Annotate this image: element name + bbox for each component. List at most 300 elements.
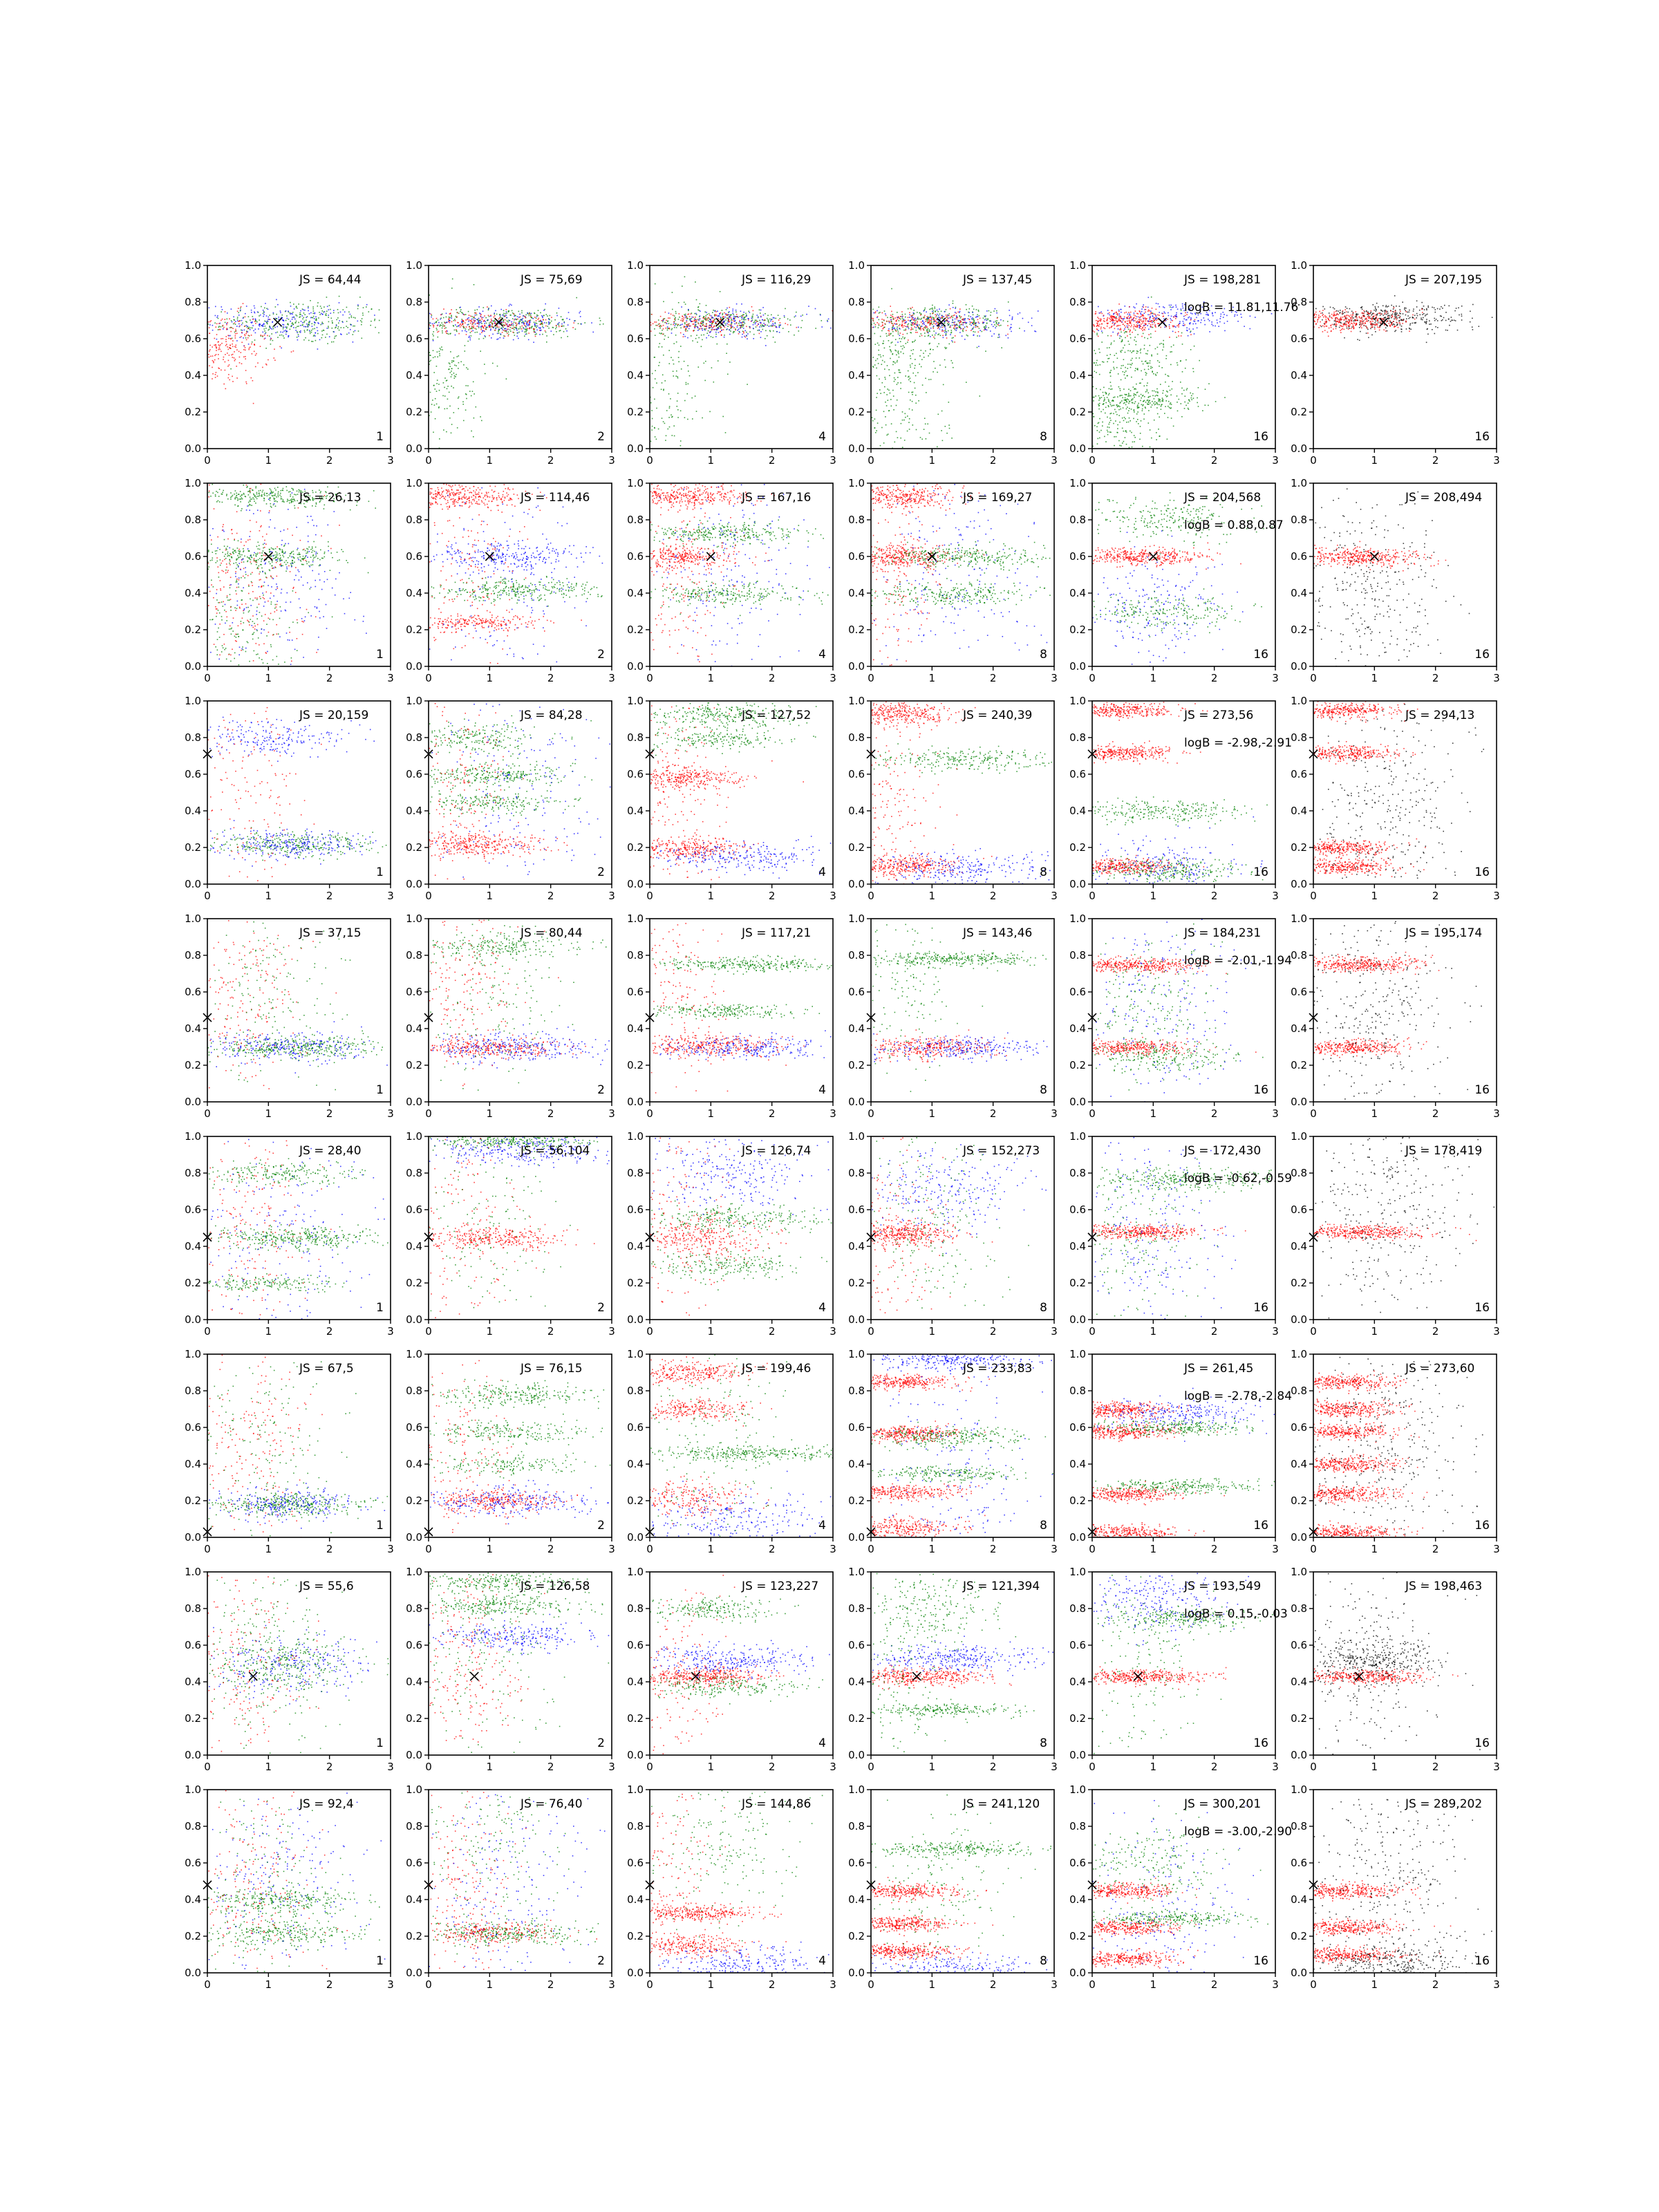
point: [1364, 311, 1365, 312]
point: [691, 312, 693, 314]
point: [1169, 326, 1170, 328]
point: [286, 315, 288, 317]
point: [1136, 324, 1138, 326]
point: [491, 319, 492, 320]
point: [540, 324, 541, 325]
point: [1150, 429, 1151, 431]
point: [1108, 405, 1109, 406]
x-tick-label: 3: [1272, 454, 1279, 467]
point: [1184, 324, 1185, 326]
point: [305, 337, 306, 339]
point: [1094, 331, 1096, 332]
point: [1139, 310, 1141, 312]
point: [1139, 328, 1141, 329]
point: [947, 323, 948, 324]
point: [255, 366, 256, 368]
point: [941, 411, 943, 412]
point: [1151, 320, 1152, 321]
point: [1163, 344, 1164, 345]
point: [1105, 392, 1106, 393]
point: [1415, 323, 1416, 324]
point: [1132, 398, 1134, 400]
point: [908, 339, 909, 341]
point: [312, 324, 313, 325]
point: [911, 350, 912, 351]
point: [710, 319, 711, 321]
point: [444, 409, 446, 410]
point: [1114, 355, 1116, 356]
point: [930, 323, 932, 324]
point: [1191, 397, 1192, 399]
point: [1141, 314, 1142, 315]
point: [706, 328, 707, 330]
point: [673, 371, 674, 372]
point: [1413, 310, 1414, 312]
point: [1110, 321, 1112, 322]
point: [1215, 326, 1216, 327]
point: [1159, 324, 1160, 325]
point: [1096, 335, 1098, 336]
point: [771, 326, 773, 327]
point: [1142, 410, 1143, 411]
point: [259, 315, 260, 317]
point: [978, 311, 980, 312]
point: [767, 315, 769, 317]
point: [1387, 306, 1388, 308]
point: [948, 317, 950, 319]
point: [1138, 407, 1140, 409]
point: [250, 346, 251, 348]
point: [764, 326, 765, 327]
point: [740, 328, 741, 329]
point: [894, 442, 896, 443]
point: [225, 370, 226, 371]
point: [729, 307, 731, 308]
point: [913, 349, 915, 350]
point: [1209, 320, 1210, 321]
point: [248, 328, 250, 330]
point: [483, 338, 485, 339]
point: [675, 313, 677, 315]
point: [709, 335, 710, 337]
point: [891, 311, 892, 312]
point: [1163, 390, 1164, 391]
point: [683, 319, 684, 320]
point: [241, 352, 242, 353]
point: [713, 310, 714, 311]
point: [1107, 397, 1108, 398]
point: [975, 317, 977, 318]
point: [1113, 397, 1114, 398]
point: [222, 319, 223, 320]
point: [883, 392, 885, 393]
point: [468, 329, 469, 330]
point: [919, 355, 921, 357]
point: [476, 328, 477, 330]
point: [906, 343, 907, 344]
point: [1121, 368, 1122, 369]
point: [310, 317, 312, 319]
point: [820, 315, 821, 316]
point: [478, 322, 480, 324]
point: [1322, 306, 1324, 308]
point: [762, 319, 763, 321]
point: [955, 308, 956, 309]
point: [908, 422, 910, 423]
point: [779, 332, 780, 333]
point: [898, 333, 899, 335]
point: [1401, 326, 1403, 327]
plot-frame: [207, 265, 391, 449]
point: [1149, 400, 1150, 402]
point: [731, 317, 732, 319]
point: [963, 322, 964, 324]
point: [684, 327, 685, 328]
point: [911, 392, 912, 393]
point: [651, 314, 653, 315]
point: [440, 324, 441, 326]
point: [1097, 321, 1098, 322]
point: [1154, 398, 1155, 400]
point: [1134, 350, 1135, 352]
point: [996, 310, 997, 312]
point: [667, 326, 668, 328]
point: [1212, 315, 1214, 317]
point: [1109, 358, 1110, 359]
point: [1135, 401, 1136, 402]
point: [1024, 330, 1025, 332]
point: [1330, 307, 1331, 308]
point: [1149, 321, 1150, 322]
point: [959, 320, 961, 321]
point: [329, 336, 330, 337]
point: [908, 317, 909, 319]
point: [451, 360, 453, 362]
point: [944, 330, 946, 331]
point: [1419, 310, 1421, 311]
point: [873, 327, 874, 328]
point: [658, 319, 659, 321]
point: [883, 343, 884, 344]
point: [727, 323, 728, 324]
point: [771, 319, 772, 321]
point: [1442, 308, 1443, 309]
point: [986, 320, 987, 321]
point: [471, 331, 472, 332]
point: [751, 318, 753, 319]
point: [999, 337, 1000, 338]
point: [263, 314, 265, 315]
point: [654, 357, 655, 358]
point: [1094, 416, 1095, 418]
point: [491, 337, 492, 339]
point: [520, 328, 521, 330]
point: [763, 315, 765, 316]
point: [1129, 323, 1130, 324]
point: [1147, 362, 1149, 364]
point: [669, 427, 671, 428]
point: [950, 326, 951, 327]
point: [490, 321, 491, 323]
point: [498, 319, 500, 320]
point: [657, 325, 658, 326]
point: [234, 332, 236, 333]
point: [1403, 313, 1404, 315]
point: [241, 324, 243, 326]
point: [1117, 358, 1118, 359]
point: [1204, 324, 1206, 326]
point: [919, 312, 921, 314]
point: [569, 319, 570, 320]
point: [896, 431, 897, 433]
point: [1154, 319, 1155, 321]
point: [890, 399, 892, 400]
point: [1151, 326, 1152, 328]
point: [307, 330, 308, 331]
point: [965, 322, 966, 324]
point: [543, 319, 544, 321]
point: [739, 321, 740, 323]
point: [451, 317, 452, 319]
point: [486, 323, 487, 324]
point: [688, 324, 689, 325]
point: [725, 313, 727, 315]
point: [945, 335, 946, 336]
point: [534, 317, 536, 318]
point: [656, 408, 657, 409]
point: [907, 431, 908, 432]
point: [1119, 422, 1121, 423]
point: [977, 315, 978, 316]
point: [935, 320, 936, 321]
point: [1172, 331, 1174, 332]
point: [456, 309, 458, 310]
point: [362, 318, 363, 319]
point: [452, 279, 453, 280]
point: [357, 321, 359, 322]
point: [661, 332, 662, 334]
point: [1144, 313, 1145, 315]
point: [302, 308, 303, 310]
point: [261, 325, 263, 326]
js-annotation: JS = 198,281: [1183, 273, 1261, 287]
point: [939, 328, 941, 330]
point: [1114, 409, 1116, 411]
point: [1226, 315, 1228, 317]
point: [1118, 303, 1120, 305]
point: [252, 353, 253, 355]
point: [240, 310, 241, 311]
point: [546, 341, 547, 343]
point: [977, 326, 979, 328]
point: [1171, 351, 1172, 353]
point: [1152, 322, 1153, 324]
point: [317, 306, 319, 307]
point: [1182, 344, 1183, 345]
point: [1134, 339, 1135, 341]
point: [700, 326, 702, 327]
point: [905, 330, 906, 331]
point: [1134, 371, 1136, 372]
point: [912, 363, 913, 364]
point: [945, 328, 946, 330]
point: [1163, 344, 1164, 346]
point: [1123, 441, 1125, 442]
point: [212, 325, 214, 326]
point: [1166, 355, 1168, 357]
point: [666, 328, 667, 329]
point: [254, 351, 255, 353]
point: [490, 330, 491, 331]
point: [543, 327, 545, 328]
point: [308, 308, 309, 309]
point: [1141, 321, 1143, 322]
point: [718, 360, 719, 362]
point: [944, 321, 945, 322]
point: [505, 330, 506, 332]
point: [303, 317, 305, 319]
point: [341, 327, 342, 328]
point: [1153, 321, 1154, 322]
point: [1137, 334, 1138, 335]
point: [227, 353, 228, 354]
point: [309, 313, 310, 315]
point: [787, 319, 789, 320]
point: [232, 340, 234, 341]
point: [895, 339, 897, 340]
point: [1109, 347, 1110, 348]
point: [1175, 318, 1177, 319]
point: [1150, 313, 1152, 315]
point: [903, 325, 905, 326]
point: [1196, 317, 1197, 319]
point: [1098, 318, 1100, 319]
point: [743, 312, 744, 313]
point: [519, 314, 521, 315]
point: [561, 324, 563, 325]
point: [680, 324, 682, 326]
point: [753, 328, 754, 329]
point: [542, 323, 543, 324]
point: [512, 323, 513, 324]
point: [1148, 422, 1150, 424]
point: [490, 328, 491, 330]
point: [741, 317, 742, 318]
point: [337, 309, 339, 310]
point: [686, 321, 688, 323]
point: [959, 323, 961, 324]
point: [218, 344, 220, 346]
point: [232, 344, 233, 345]
point: [535, 336, 536, 337]
point: [1107, 348, 1108, 349]
point: [308, 340, 310, 341]
scatter-points: [650, 276, 833, 450]
point: [324, 330, 325, 331]
point: [706, 315, 707, 317]
point: [1386, 305, 1387, 306]
point: [979, 323, 980, 324]
point: [280, 332, 281, 333]
point: [334, 338, 335, 339]
point: [957, 327, 958, 328]
point: [379, 310, 380, 311]
point: [725, 324, 727, 326]
point: [771, 325, 773, 326]
point: [1094, 371, 1096, 373]
point: [662, 320, 663, 321]
point: [473, 319, 474, 321]
point: [1182, 303, 1183, 305]
point: [1190, 322, 1191, 324]
point: [516, 319, 517, 321]
point: [1109, 424, 1110, 425]
point: [292, 319, 293, 320]
point: [734, 324, 735, 325]
point: [485, 335, 486, 337]
point: [765, 324, 767, 326]
point: [1136, 318, 1137, 319]
point: [525, 326, 527, 328]
point: [683, 336, 684, 337]
point: [1211, 324, 1212, 325]
point: [527, 321, 529, 322]
point: [973, 312, 974, 313]
point: [303, 326, 305, 328]
point: [1152, 391, 1153, 392]
point: [265, 348, 267, 349]
point: [1123, 365, 1124, 366]
point: [1117, 428, 1118, 429]
point: [516, 336, 518, 337]
point: [444, 328, 446, 329]
point: [802, 315, 803, 316]
point: [1190, 324, 1191, 325]
point: [727, 321, 729, 322]
point: [1171, 319, 1172, 321]
point: [1110, 344, 1112, 346]
point: [548, 322, 550, 324]
point: [283, 337, 285, 339]
point: [948, 315, 950, 317]
point: [1172, 388, 1173, 390]
point: [1161, 409, 1162, 410]
point: [1119, 445, 1121, 447]
point: [906, 326, 908, 328]
point: [900, 341, 901, 342]
point: [942, 335, 944, 337]
point: [437, 332, 438, 333]
point: [901, 423, 902, 424]
point: [662, 320, 664, 321]
point: [1094, 326, 1095, 327]
point: [685, 326, 686, 328]
point: [451, 362, 453, 364]
point: [1138, 403, 1139, 404]
point: [671, 415, 672, 416]
point: [266, 315, 268, 317]
point: [436, 404, 438, 405]
point: [874, 323, 875, 324]
point: [525, 330, 527, 332]
point: [1168, 375, 1169, 377]
point: [1178, 335, 1179, 337]
point: [547, 315, 548, 317]
point: [880, 355, 881, 356]
point: [965, 318, 966, 319]
point: [366, 306, 367, 308]
point: [223, 328, 224, 330]
